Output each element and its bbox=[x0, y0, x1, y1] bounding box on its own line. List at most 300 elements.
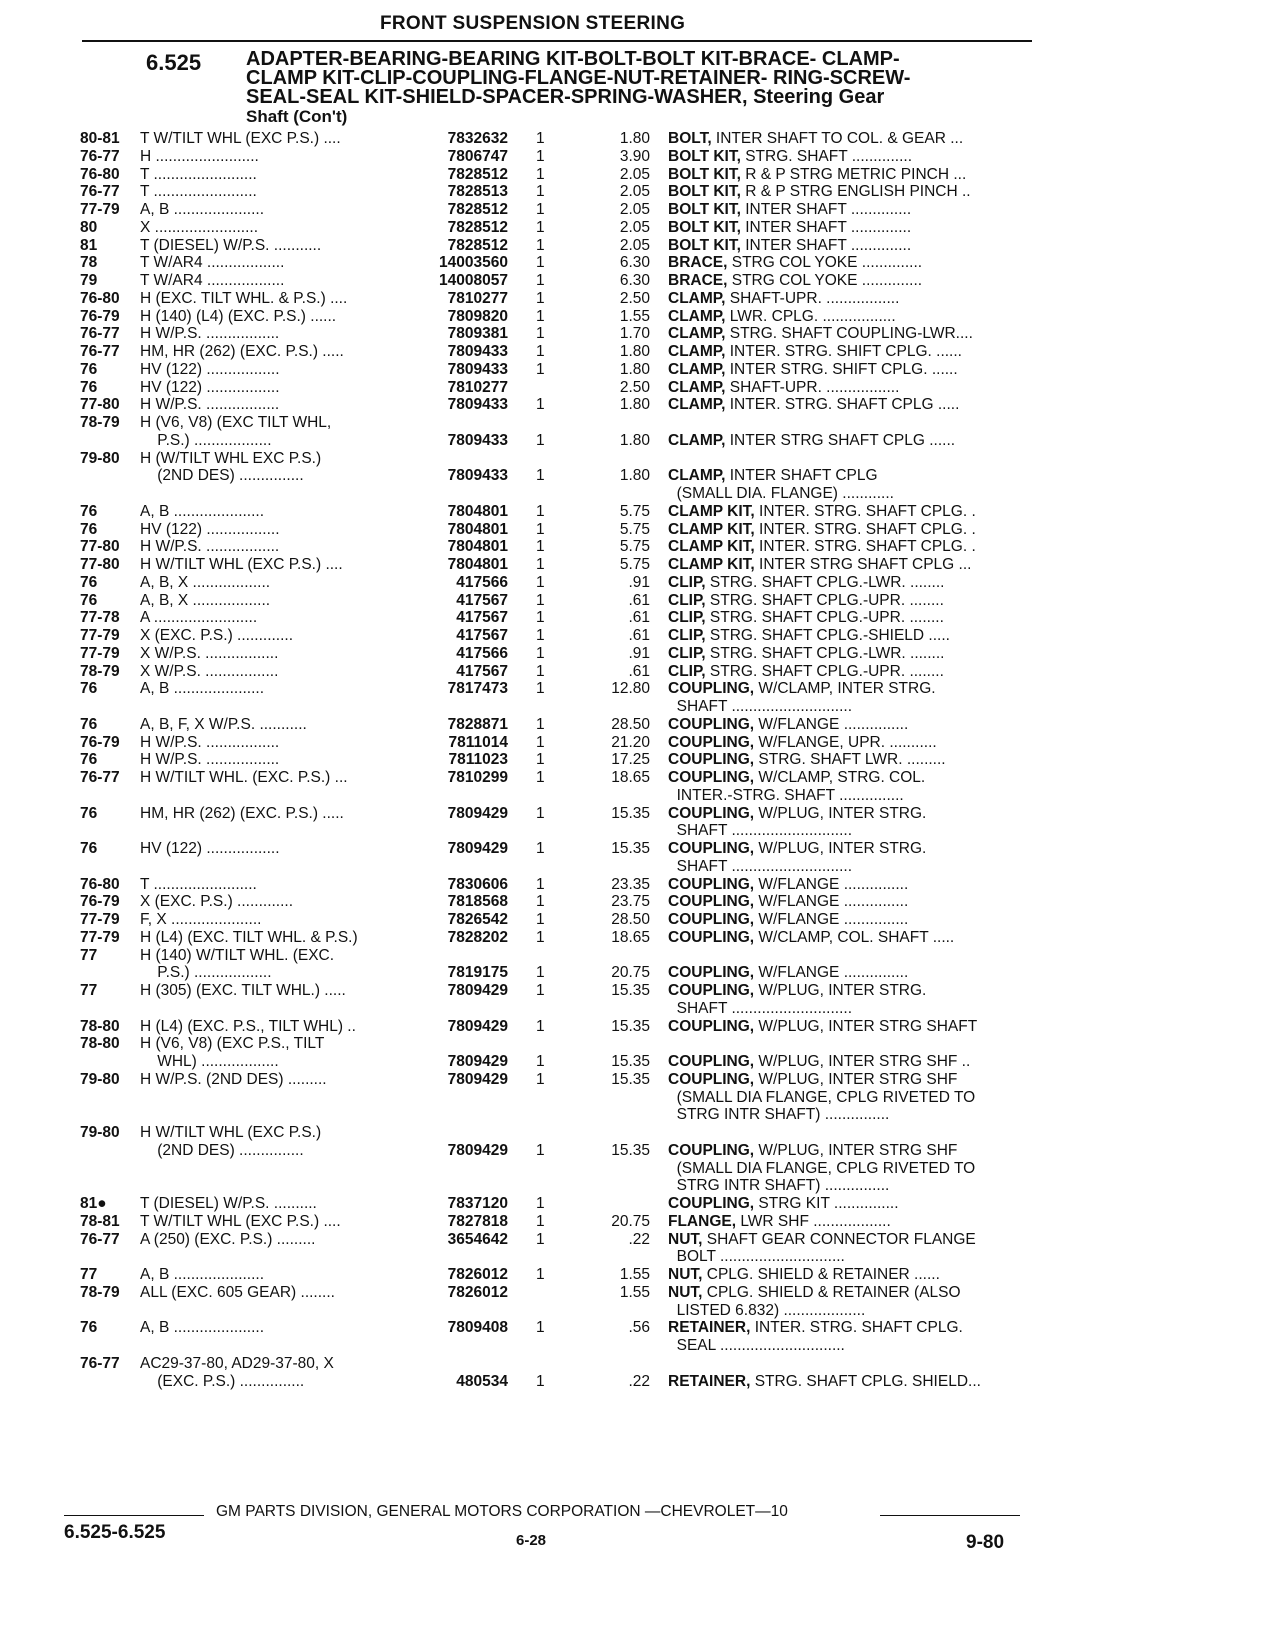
model-years: 76 bbox=[80, 804, 98, 822]
part-number: 3654642 bbox=[447, 1230, 508, 1248]
table-row bbox=[0, 1160, 1280, 1178]
part-number: 7819175 bbox=[447, 964, 508, 982]
application: ALL (EXC. 605 GEAR) ........ bbox=[140, 1283, 335, 1301]
description-text: INTER SHAFT .............. bbox=[740, 236, 912, 254]
description-text: CPLG. SHIELD & RETAINER ...... bbox=[702, 1266, 940, 1283]
description-text: (SMALL DIA FLANGE, CPLG RIVETED TO bbox=[668, 1088, 976, 1106]
description-keyword: COUPLING, bbox=[668, 982, 755, 999]
description-text: INTER SHAFT .............. bbox=[740, 218, 912, 236]
quantity: 1 bbox=[536, 1141, 545, 1159]
part-number: 14008057 bbox=[439, 272, 508, 289]
application: A, B, F, X W/P.S. ........... bbox=[140, 715, 307, 733]
application: H W/TILT WHL (EXC P.S.) bbox=[140, 1124, 322, 1141]
part-number: 7804801 bbox=[447, 520, 508, 538]
table-row bbox=[0, 272, 1280, 290]
description-text: W/FLANGE ............... bbox=[754, 893, 909, 911]
part-number: 7809429 bbox=[447, 1017, 508, 1035]
description bbox=[668, 485, 1030, 503]
part-number: 417566 bbox=[456, 644, 508, 662]
quantity: 1 bbox=[536, 1017, 545, 1035]
description-text: INTER SHAFT TO COL. & GEAR ... bbox=[711, 130, 964, 147]
price: 15.35 bbox=[611, 1141, 650, 1159]
price: 1.55 bbox=[619, 1266, 650, 1283]
quantity: 1 bbox=[536, 538, 545, 556]
quantity: 1 bbox=[536, 609, 545, 627]
part-number: 417567 bbox=[456, 627, 508, 644]
description bbox=[668, 308, 1030, 326]
table-row bbox=[0, 1355, 1280, 1373]
part-number: 7809408 bbox=[447, 1319, 508, 1337]
quantity: 1 bbox=[536, 431, 545, 449]
application: H W/P.S. ................. bbox=[140, 538, 280, 556]
table-row bbox=[0, 1089, 1280, 1107]
description bbox=[668, 1000, 1030, 1018]
model-years: 80-81 bbox=[80, 130, 120, 147]
description bbox=[668, 929, 1030, 947]
description-text: W/FLANGE, UPR. ........... bbox=[754, 733, 937, 751]
description bbox=[668, 1160, 1030, 1178]
description bbox=[668, 734, 1030, 752]
description-text: INTER. STRG. SHAFT CPLG. bbox=[750, 1319, 963, 1337]
part-number: 7828512 bbox=[447, 165, 508, 183]
model-years: 78-79 bbox=[80, 414, 120, 431]
price: 2.05 bbox=[619, 236, 650, 254]
application: HM, HR (262) (EXC. P.S.) ..... bbox=[140, 804, 344, 822]
price: 3.90 bbox=[619, 147, 650, 165]
description-text: STRG COL YOKE .............. bbox=[727, 272, 923, 289]
table-row bbox=[0, 521, 1280, 539]
table-row bbox=[0, 325, 1280, 343]
description bbox=[668, 343, 1030, 361]
description-text: W/FLANGE ............... bbox=[754, 715, 909, 733]
description-keyword: COUPLING, bbox=[668, 1017, 755, 1035]
description-text: CPLG. SHIELD & RETAINER (ALSO bbox=[702, 1283, 961, 1301]
footer-section-range: 6.525-6.525 bbox=[64, 1522, 166, 1543]
part-number: 7837120 bbox=[447, 1195, 508, 1212]
description-text: STRG. SHAFT CPLG.-UPR. ........ bbox=[705, 609, 944, 627]
description bbox=[668, 1248, 1030, 1266]
description-keyword: CLIP, bbox=[668, 609, 706, 627]
description-text: INTER. STRG. SHAFT CPLG. . bbox=[754, 538, 976, 556]
application: H W/P.S. ................. bbox=[140, 733, 280, 751]
price: 15.35 bbox=[611, 840, 650, 857]
table-row bbox=[0, 1053, 1280, 1071]
application: T ........................ bbox=[140, 875, 257, 893]
section-title-line: ADAPTER-BEARING-BEARING KIT-BOLT-BOLT KIT-BRACE- CLAMP- bbox=[246, 48, 900, 70]
description bbox=[668, 1142, 1030, 1160]
description-keyword: CLAMP, bbox=[668, 325, 726, 343]
quantity: 1 bbox=[536, 751, 545, 769]
price: 1.55 bbox=[619, 1283, 650, 1301]
description-keyword: CLIP, bbox=[668, 591, 706, 609]
description-text: W/PLUG, INTER STRG SHF bbox=[754, 1141, 958, 1159]
description-text: W/PLUG, INTER STRG. bbox=[754, 804, 927, 822]
description-keyword: BRACE, bbox=[668, 254, 728, 272]
description-keyword: RETAINER, bbox=[668, 1319, 751, 1337]
description-keyword: NUT, bbox=[668, 1283, 703, 1301]
quantity: 1 bbox=[536, 272, 545, 289]
description-text: INTER SHAFT .............. bbox=[740, 201, 912, 218]
description bbox=[668, 521, 1030, 539]
application: X (EXC. P.S.) ............. bbox=[140, 893, 294, 911]
model-years: 78-79 bbox=[80, 662, 120, 680]
model-years: 76 bbox=[80, 378, 98, 396]
application: T W/TILT WHL (EXC P.S.) .... bbox=[140, 1212, 341, 1230]
model-years: 76 bbox=[80, 360, 98, 378]
application: A ........................ bbox=[140, 609, 258, 627]
part-number: 7810277 bbox=[447, 378, 508, 396]
price: 15.35 bbox=[611, 1070, 650, 1088]
quantity: 1 bbox=[536, 893, 545, 911]
application: HV (122) ................. bbox=[140, 360, 280, 378]
table-row bbox=[0, 964, 1280, 982]
table-row bbox=[0, 450, 1280, 468]
table-row bbox=[0, 343, 1280, 361]
table-row bbox=[0, 254, 1280, 272]
table-row bbox=[0, 734, 1280, 752]
description-keyword: CLIP, bbox=[668, 644, 706, 662]
description-text: INTER. STRG. SHAFT CPLG. . bbox=[754, 520, 976, 538]
model-years: 76-77 bbox=[80, 1354, 120, 1372]
application: T ........................ bbox=[140, 183, 257, 201]
description-text: STRG. SHAFT .............. bbox=[740, 147, 913, 165]
quantity: 1 bbox=[536, 591, 545, 609]
table-row bbox=[0, 769, 1280, 787]
price: 2.50 bbox=[619, 289, 650, 307]
quantity: 1 bbox=[536, 201, 545, 218]
model-years: 76 bbox=[80, 520, 98, 538]
part-number: 7809820 bbox=[447, 307, 508, 325]
description bbox=[668, 361, 1030, 379]
table-row bbox=[0, 432, 1280, 450]
application: A, B ..................... bbox=[140, 680, 265, 698]
quantity: 1 bbox=[536, 982, 545, 999]
application: (EXC. P.S.) ............... bbox=[140, 1372, 305, 1390]
footer-date: 9-80 bbox=[966, 1532, 1005, 1553]
quantity: 1 bbox=[536, 964, 545, 982]
table-row bbox=[0, 698, 1280, 716]
application: P.S.) .................. bbox=[140, 431, 272, 449]
description-text: STRG KIT ............... bbox=[754, 1195, 899, 1212]
quantity: 1 bbox=[536, 556, 545, 573]
description bbox=[668, 290, 1030, 308]
description-text: STRG INTR SHAFT) ............... bbox=[668, 1177, 890, 1195]
table-row bbox=[0, 1142, 1280, 1160]
description-text: INTER. STRG. SHAFT CPLG. . bbox=[754, 502, 976, 520]
description-text: SHAFT ............................ bbox=[668, 999, 853, 1017]
part-number: 7810277 bbox=[447, 289, 508, 307]
description-keyword: COUPLING, bbox=[668, 1070, 755, 1088]
description bbox=[668, 1089, 1030, 1107]
application: A (250) (EXC. P.S.) ......... bbox=[140, 1230, 316, 1248]
model-years: 79-80 bbox=[80, 449, 120, 467]
section-title bbox=[246, 50, 1036, 126]
model-years: 76 bbox=[80, 680, 98, 698]
model-years: 78-80 bbox=[80, 1017, 120, 1035]
application: H W/P.S. (2ND DES) ......... bbox=[140, 1070, 327, 1088]
application: T ........................ bbox=[140, 165, 257, 183]
model-years: 78-81 bbox=[80, 1212, 120, 1230]
table-row bbox=[0, 751, 1280, 769]
part-number: 7809433 bbox=[447, 467, 508, 485]
price: .56 bbox=[628, 1319, 650, 1337]
description bbox=[668, 1177, 1030, 1195]
quantity: 1 bbox=[536, 218, 545, 236]
table-row bbox=[0, 1071, 1280, 1089]
quantity: 1 bbox=[536, 467, 545, 485]
description-text: W/PLUG, INTER STRG. bbox=[754, 982, 927, 999]
description-keyword: COUPLING, bbox=[668, 964, 755, 982]
quantity: 1 bbox=[536, 840, 545, 857]
part-number: 7832632 bbox=[447, 130, 508, 147]
model-years: 78 bbox=[80, 254, 98, 272]
table-row bbox=[0, 361, 1280, 379]
price: 2.05 bbox=[619, 201, 650, 218]
part-number: 7804801 bbox=[447, 502, 508, 520]
description-keyword: COUPLING, bbox=[668, 715, 755, 733]
description bbox=[668, 1337, 1030, 1355]
application: A, B ..................... bbox=[140, 502, 265, 520]
description-keyword: COUPLING, bbox=[668, 893, 755, 911]
description bbox=[668, 130, 1030, 148]
table-row bbox=[0, 1319, 1280, 1337]
application: H (L4) (EXC. TILT WHL. & P.S.) bbox=[140, 928, 358, 946]
table-row bbox=[0, 538, 1280, 556]
description-text: SHAFT-UPR. ................. bbox=[725, 289, 900, 307]
quantity: 1 bbox=[536, 130, 545, 147]
part-number: 417567 bbox=[456, 609, 508, 627]
description bbox=[668, 1106, 1030, 1124]
price: 28.50 bbox=[611, 715, 650, 733]
description-text: INTER.-STRG. SHAFT ............... bbox=[668, 786, 904, 804]
part-number: 7809429 bbox=[447, 840, 508, 857]
application: A, B ..................... bbox=[140, 1266, 265, 1283]
price: 2.05 bbox=[619, 218, 650, 236]
application: H W/P.S. ................. bbox=[140, 396, 280, 414]
price: 18.65 bbox=[611, 769, 650, 786]
description bbox=[668, 1053, 1030, 1071]
model-years: 77-79 bbox=[80, 201, 120, 218]
description-keyword: COUPLING, bbox=[668, 1195, 755, 1212]
application: HV (122) ................. bbox=[140, 840, 280, 857]
part-number: 7826012 bbox=[447, 1283, 508, 1301]
description bbox=[668, 1284, 1030, 1302]
description-keyword: BRACE, bbox=[668, 272, 728, 289]
quantity: 1 bbox=[536, 360, 545, 378]
model-years: 77-80 bbox=[80, 396, 120, 414]
model-years: 76-80 bbox=[80, 165, 120, 183]
quantity: 1 bbox=[536, 396, 545, 414]
application: HM, HR (262) (EXC. P.S.) ..... bbox=[140, 343, 344, 360]
table-row bbox=[0, 574, 1280, 592]
price: 20.75 bbox=[611, 964, 650, 982]
application: H W/P.S. ................. bbox=[140, 325, 280, 343]
table-row bbox=[0, 982, 1280, 1000]
application: X W/P.S. ................. bbox=[140, 662, 279, 680]
description-keyword: COUPLING, bbox=[668, 804, 755, 822]
model-years: 76-79 bbox=[80, 307, 120, 325]
description-text: R & P STRG ENGLISH PINCH .. bbox=[740, 183, 971, 201]
description bbox=[668, 1302, 1030, 1320]
table-row bbox=[0, 840, 1280, 858]
description-text: (SMALL DIA. FLANGE) ............ bbox=[668, 485, 894, 502]
description-text: SHAFT ............................ bbox=[668, 822, 853, 840]
description-keyword: COUPLING, bbox=[668, 928, 755, 946]
price: 12.80 bbox=[611, 680, 650, 698]
part-number: 7811014 bbox=[448, 733, 508, 751]
description-text: STRG INTR SHAFT) ............... bbox=[668, 1106, 890, 1124]
quantity: 1 bbox=[536, 147, 545, 165]
application: WHL) .................. bbox=[140, 1053, 279, 1070]
model-years: 76 bbox=[80, 715, 98, 733]
quantity: 1 bbox=[536, 1070, 545, 1088]
table-row bbox=[0, 166, 1280, 184]
part-number: 7817473 bbox=[447, 680, 508, 698]
description bbox=[668, 787, 1030, 805]
model-years: 76-77 bbox=[80, 325, 120, 343]
description-text: LISTED 6.832) ................... bbox=[668, 1301, 866, 1319]
part-number: 7828202 bbox=[447, 928, 508, 946]
description-text: STRG. SHAFT CPLG. SHIELD... bbox=[750, 1372, 981, 1390]
application: P.S.) .................. bbox=[140, 964, 272, 982]
application: H W/TILT WHL. (EXC. P.S.) ... bbox=[140, 769, 348, 786]
part-number: 7804801 bbox=[447, 538, 508, 556]
quantity: 1 bbox=[536, 875, 545, 893]
table-row bbox=[0, 1231, 1280, 1249]
description-text: STRG. SHAFT CPLG.-SHIELD ..... bbox=[705, 627, 950, 644]
table-row bbox=[0, 556, 1280, 574]
table-row bbox=[0, 183, 1280, 201]
description-keyword: FLANGE, bbox=[668, 1212, 737, 1230]
table-row bbox=[0, 414, 1280, 432]
description-keyword: CLAMP KIT, bbox=[668, 538, 755, 556]
application: X W/P.S. ................. bbox=[140, 644, 279, 662]
description bbox=[668, 964, 1030, 982]
description bbox=[668, 627, 1030, 645]
description-keyword: CLAMP, bbox=[668, 289, 726, 307]
application: H W/TILT WHL (EXC P.S.) .... bbox=[140, 556, 343, 573]
model-years: 76 bbox=[80, 573, 98, 591]
description-keyword: COUPLING, bbox=[668, 1141, 755, 1159]
description-keyword: BOLT KIT, bbox=[668, 201, 741, 218]
description-text: INTER STRG. SHIFT CPLG. ...... bbox=[725, 360, 958, 378]
quantity: 1 bbox=[536, 254, 545, 272]
description bbox=[668, 396, 1030, 414]
model-years: 76-80 bbox=[80, 875, 120, 893]
description bbox=[668, 272, 1030, 290]
application: HV (122) ................. bbox=[140, 520, 280, 538]
model-years: 76 bbox=[80, 751, 98, 769]
description-text: W/PLUG, INTER STRG SHF .. bbox=[754, 1053, 971, 1070]
application: AC29-37-80, AD29-37-80, X bbox=[140, 1354, 334, 1372]
description bbox=[668, 1071, 1030, 1089]
quantity: 1 bbox=[536, 804, 545, 822]
part-number: 7809429 bbox=[447, 1053, 508, 1070]
part-number: 7809381 bbox=[447, 325, 508, 343]
part-number: 7806747 bbox=[447, 147, 508, 165]
description-keyword: BOLT KIT, bbox=[668, 236, 741, 254]
part-number: 7827818 bbox=[447, 1212, 508, 1230]
price: 1.80 bbox=[619, 431, 650, 449]
description bbox=[668, 592, 1030, 610]
description bbox=[668, 1266, 1030, 1284]
price: 2.50 bbox=[619, 378, 650, 396]
table-row bbox=[0, 627, 1280, 645]
table-row bbox=[0, 716, 1280, 734]
description-text: W/CLAMP, COL. SHAFT ..... bbox=[754, 928, 955, 946]
header-rule bbox=[82, 40, 1032, 42]
table-row bbox=[0, 1000, 1280, 1018]
table-row bbox=[0, 592, 1280, 610]
model-years: 77-78 bbox=[80, 609, 120, 627]
part-number: 417566 bbox=[456, 573, 508, 591]
price: 28.50 bbox=[611, 911, 650, 928]
table-row bbox=[0, 379, 1280, 397]
description-text: STRG COL YOKE .............. bbox=[727, 254, 923, 272]
description-keyword: BOLT KIT, bbox=[668, 147, 741, 165]
description-text: W/CLAMP, STRG. COL. bbox=[754, 769, 926, 786]
description bbox=[668, 148, 1030, 166]
description-keyword: CLAMP KIT, bbox=[668, 502, 755, 520]
section-number: 6.525 bbox=[146, 50, 202, 75]
model-years: 76-80 bbox=[80, 289, 120, 307]
quantity: 1 bbox=[536, 680, 545, 698]
table-row bbox=[0, 1177, 1280, 1195]
application: H (140) W/TILT WHL. (EXC. bbox=[140, 946, 335, 964]
section-title-line: CLAMP KIT-CLIP-COUPLING-FLANGE-NUT-RETAINER- RING-SCREW- bbox=[246, 67, 911, 89]
quantity: 1 bbox=[536, 307, 545, 325]
model-years: 77 bbox=[80, 982, 98, 999]
description-keyword: BOLT KIT, bbox=[668, 218, 741, 236]
table-row bbox=[0, 1124, 1280, 1142]
description-text: STRG. SHAFT CPLG.-LWR. ........ bbox=[705, 573, 945, 591]
price: .61 bbox=[628, 662, 650, 680]
price: .22 bbox=[628, 1230, 650, 1248]
description-text: SHAFT GEAR CONNECTOR FLANGE bbox=[702, 1230, 976, 1248]
price: 5.75 bbox=[619, 556, 650, 573]
part-number: 480534 bbox=[456, 1372, 508, 1390]
description-text: BOLT ............................. bbox=[668, 1248, 845, 1266]
description-keyword: CLAMP, bbox=[668, 431, 726, 449]
table-row bbox=[0, 1195, 1280, 1213]
description-keyword: CLAMP, bbox=[668, 378, 726, 396]
table-row bbox=[0, 148, 1280, 166]
price: 17.25 bbox=[611, 751, 650, 769]
description-text: SHAFT-UPR. ................. bbox=[725, 378, 900, 396]
part-number: 7811023 bbox=[448, 751, 508, 769]
description-text: INTER. STRG. SHAFT CPLG ..... bbox=[725, 396, 960, 414]
model-years: 77-79 bbox=[80, 644, 120, 662]
description-keyword: COUPLING, bbox=[668, 840, 755, 857]
application: A, B, X .................. bbox=[140, 573, 271, 591]
table-row bbox=[0, 1018, 1280, 1036]
quantity: 1 bbox=[536, 715, 545, 733]
quantity: 1 bbox=[536, 1372, 545, 1390]
table-row bbox=[0, 396, 1280, 414]
model-years: 76 bbox=[80, 1319, 98, 1337]
application: F, X ..................... bbox=[140, 911, 262, 928]
description bbox=[668, 609, 1030, 627]
quantity: 1 bbox=[536, 325, 545, 343]
price: 5.75 bbox=[619, 538, 650, 556]
model-years: 81 bbox=[80, 236, 98, 254]
footer-rule-left bbox=[64, 1515, 204, 1516]
application: T W/TILT WHL (EXC P.S.) .... bbox=[140, 130, 341, 147]
price: 1.80 bbox=[619, 343, 650, 360]
table-row bbox=[0, 609, 1280, 627]
description-text: INTER STRG SHAFT CPLG ...... bbox=[725, 431, 956, 449]
part-number: 7804801 bbox=[447, 556, 508, 573]
